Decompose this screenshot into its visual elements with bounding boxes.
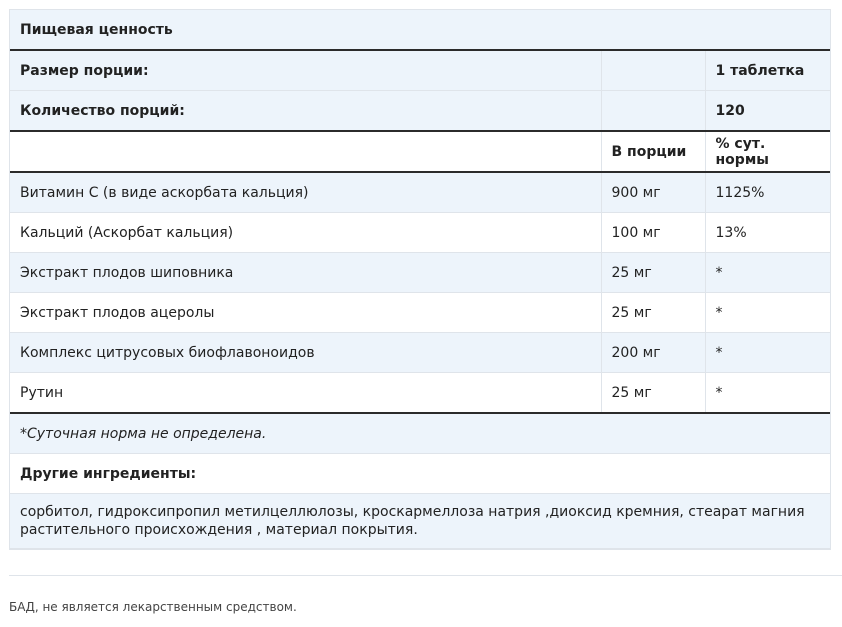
table-row — [10, 172, 830, 213]
nutrient-daily-value: 13% — [705, 213, 830, 253]
table-row — [10, 373, 830, 414]
column-header-daily-value: % сут. нормы — [705, 131, 830, 172]
disclaimer-text: БАД, не является лекарственным средством. — [9, 600, 297, 614]
serving-size-value: 1 таблетка — [705, 50, 830, 91]
divider — [9, 575, 842, 576]
nutrient-amount: 25 мг — [601, 373, 705, 414]
other-ingredients-row — [10, 494, 830, 549]
column-header-row — [10, 131, 830, 172]
nutrient-amount: 100 мг — [601, 213, 705, 253]
daily-value-footnote: *Суточная норма не определена. — [10, 413, 830, 454]
nutrient-name: Рутин — [10, 373, 601, 414]
nutrient-daily-value: * — [705, 253, 830, 293]
table-row — [10, 253, 830, 293]
other-ingredients-header-row — [10, 454, 830, 494]
nutrient-daily-value: * — [705, 373, 830, 414]
nutrient-name: Кальций (Аскорбат кальция) — [10, 213, 601, 253]
footnote-row — [10, 413, 830, 454]
other-ingredients-text: сорбитол, гидроксипропил метилцеллюлозы, кроскармеллоза натрия ,диоксид кремния, стеарат магния растительного происхождения , материал покрытия. — [10, 494, 830, 549]
nutrient-name: Экстракт плодов шиповника — [10, 253, 601, 293]
column-header-empty-cell — [10, 131, 601, 172]
table-row — [10, 293, 830, 333]
nutrient-daily-value: * — [705, 333, 830, 373]
nutrient-name: Витамин С (в виде аскорбата кальция) — [10, 172, 601, 213]
nutrient-amount: 25 мг — [601, 293, 705, 333]
table-row — [10, 333, 830, 373]
nutrition-table — [10, 10, 830, 549]
nutrition-facts-panel — [9, 9, 831, 550]
servings-count-value: 120 — [705, 91, 830, 132]
table-row — [10, 213, 830, 253]
nutrient-daily-value: 1125% — [705, 172, 830, 213]
nutrient-name: Комплекс цитрусовых биофлавоноидов — [10, 333, 601, 373]
column-header-per-serving: В порции — [601, 131, 705, 172]
servings-count-label: Количество порций: — [10, 91, 601, 132]
serving-size-row — [10, 50, 830, 91]
nutrient-amount: 900 мг — [601, 172, 705, 213]
nutrient-daily-value: * — [705, 293, 830, 333]
nutrient-name: Экстракт плодов ацеролы — [10, 293, 601, 333]
other-ingredients-label: Другие ингредиенты: — [10, 454, 830, 494]
table-title: Пищевая ценность — [10, 10, 830, 50]
servings-count-row — [10, 91, 830, 132]
servings-count-empty-cell — [601, 91, 705, 132]
nutrient-amount: 200 мг — [601, 333, 705, 373]
serving-size-empty-cell — [601, 50, 705, 91]
nutrient-amount: 25 мг — [601, 253, 705, 293]
title-row — [10, 10, 830, 50]
serving-size-label: Размер порции: — [10, 50, 601, 91]
